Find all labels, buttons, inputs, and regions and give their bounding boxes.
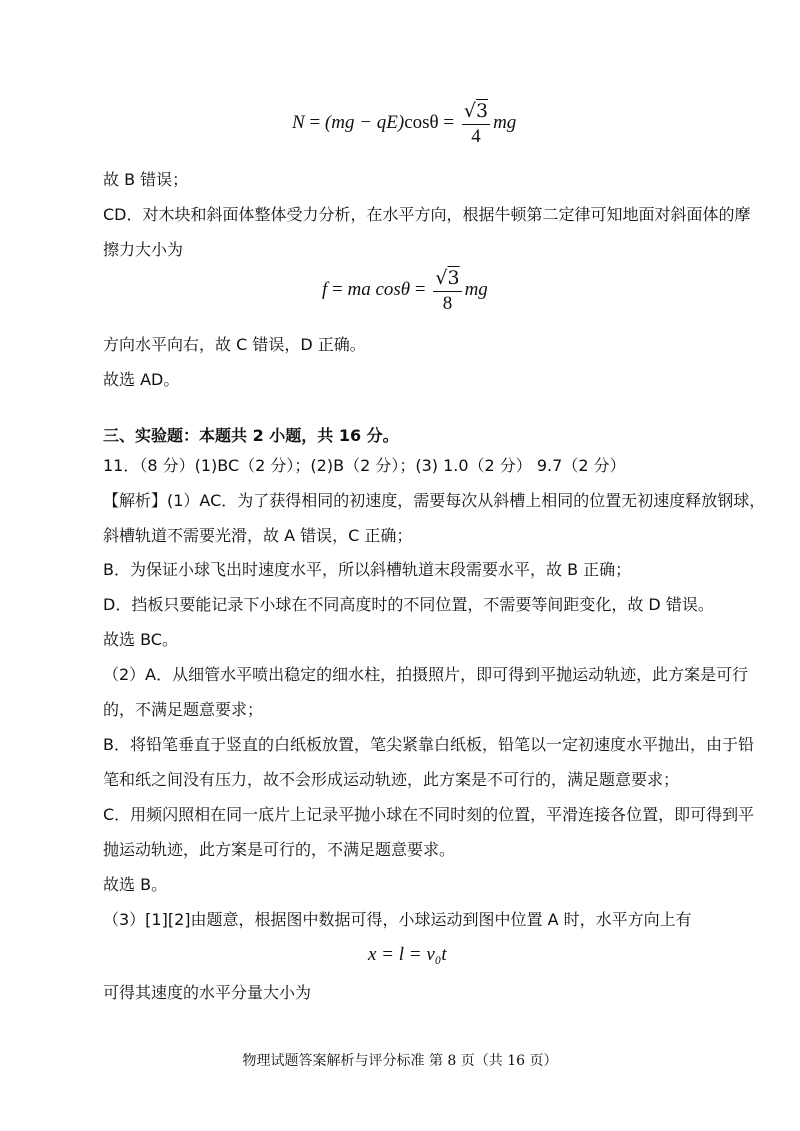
text-line: 笔和纸之间没有压力，故不会形成运动轨迹，此方案是不可行的，满足题意要求； [103, 770, 680, 789]
text-line: 故 B 错误； [103, 170, 189, 189]
text-line: 可得其速度的水平分量大小为 [103, 983, 312, 1002]
radicand: 3 [475, 100, 489, 122]
text-line: D．挡板只要能记录下小球在不同高度时的不同位置，不需要等间距变化，故 D 错误。 [103, 595, 714, 614]
equation-friction [322, 265, 488, 316]
fraction [433, 265, 461, 316]
fraction-denominator: 8 [442, 293, 453, 314]
eq-text: x = l = v₀t [368, 944, 447, 965]
text-line: 抛运动轨迹，此方案是可行的，不满足题意要求。 [103, 840, 456, 859]
eq-sign: = [304, 111, 325, 133]
eq-cos: cosθ [404, 111, 439, 133]
fraction-numerator: √3 [433, 265, 461, 292]
fraction-numerator: √3 [462, 98, 490, 125]
text-line: 故选 B。 [103, 875, 168, 894]
text-line: 故选 AD。 [103, 370, 180, 389]
text-line: C．用频闪照相在同一底片上记录平抛小球在不同时刻的位置，平滑连接各位置，即可得到平 [103, 805, 755, 824]
answer-line: 11．（8 分）(1)BC（2 分）；(2)B（2 分）；(3) 1.0（2 分） 9.7（2 分） [103, 456, 626, 475]
eq-symbol: f [322, 278, 328, 300]
eq-sign: = [327, 278, 348, 300]
text-line: 【解析】(1）AC．为了获得相同的初速度，需要每次从斜槽上相同的位置无初速度释放钢球， [103, 491, 766, 510]
equation-velocity [368, 944, 447, 966]
equation-normal-force [292, 98, 516, 149]
eq-symbol: N [292, 111, 305, 133]
section-heading: 三、实验题：本题共 2 小题，共 16 分。 [103, 426, 399, 445]
text-line: 故选 BC。 [103, 630, 178, 649]
text-line: 斜槽轨道不需要光滑，故 A 错误，C 正确； [103, 526, 413, 545]
text-line: B．为保证小球飞出时速度水平，所以斜槽轨道末段需要水平，故 B 正确； [103, 560, 632, 579]
text-line: B．将铅笔垂直于竖直的白纸板放置，笔尖紧靠白纸板，铅笔以一定初速度水平抛出，由于铅 [103, 735, 754, 754]
eq-sign: = [410, 278, 431, 300]
text-line: 方向水平向右，故 C 错误，D 正确。 [103, 335, 366, 354]
eq-paren: (mg − qE) [324, 111, 405, 133]
text-line: （3）[1][2]由题意，根据图中数据可得，小球运动到图中位置 A 时，水平方向上有 [103, 910, 692, 929]
eq-mid: ma cosθ [347, 278, 411, 300]
fraction [462, 98, 490, 149]
fraction-denominator: 4 [471, 126, 481, 147]
eq-tail: mg [464, 278, 488, 300]
eq-tail: mg [493, 111, 517, 133]
text-line: （2）A．从细管水平喷出稳定的细水柱，拍摄照片，即可得到平抛运动轨迹，此方案是可行 [103, 665, 749, 684]
eq-sign: = [438, 111, 459, 133]
radicand: 3 [447, 267, 460, 289]
page-footer: 物理试题答案解析与评分标准 第 8 页（共 16 页） [242, 1053, 558, 1069]
text-line: 擦力大小为 [103, 240, 184, 259]
text-line: CD．对木块和斜面体整体受力分析，在水平方向，根据牛顿第二定律可知地面对斜面体的摩 [103, 205, 751, 224]
text-line: 的，不满足题意要求； [103, 700, 264, 719]
